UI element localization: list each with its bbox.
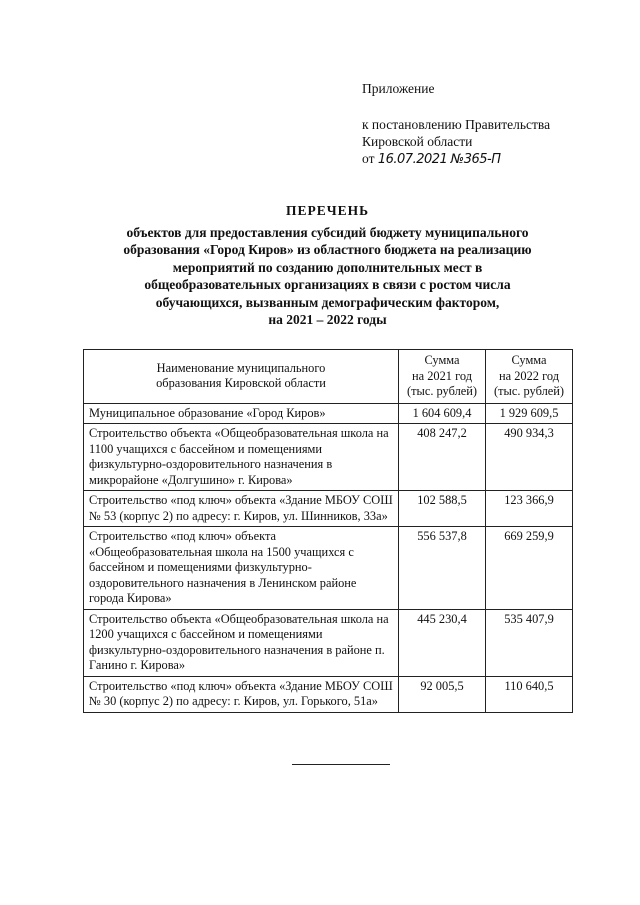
- row-name: Строительство «под ключ» объекта «Здание МБОУ СОШ № 53 (корпус 2) по адресу: г. Киров, ул. Шинников, 33а»: [84, 491, 399, 527]
- title-line: общеобразовательных организациях в связи с ростом числа: [144, 277, 511, 292]
- header-name-line: образования Кировской области: [156, 376, 326, 391]
- attachment-block-top: [362, 80, 434, 97]
- row-sum-2022: 123 366,9: [486, 491, 573, 527]
- table-row: [84, 527, 573, 610]
- header-sum-line: (тыс. рублей): [406, 384, 478, 398]
- table-row: [84, 403, 573, 424]
- row-name: Строительство объекта «Общеобразовательная школа на 1200 учащихся с бассейном и помещениями физкультурно-оздоровительного назначения в районе п. Ганино г. Кирова»: [84, 609, 399, 676]
- row-sum-2022: 1 929 609,5: [486, 403, 573, 424]
- date-prefix: от: [362, 151, 375, 166]
- title-heading: ПЕРЕЧЕНЬ: [285, 203, 370, 218]
- header-sum-line: на 2021 год: [411, 368, 473, 383]
- handwritten-number: №365-П: [450, 152, 501, 167]
- row-sum-2021: 445 230,4: [399, 609, 486, 676]
- attachment-block: [362, 116, 550, 168]
- title-line: образования «Город Киров» из областного бюджета на реализацию: [123, 242, 532, 257]
- title-line: на 2021 – 2022 годы: [268, 312, 387, 327]
- attachment-region: Кировской области: [362, 134, 473, 149]
- title-line: мероприятий по созданию дополнительных мест в: [172, 259, 483, 275]
- row-sum-2021: 92 005,5: [399, 676, 486, 712]
- header-sum-line: Сумма: [511, 353, 547, 367]
- row-sum-2021: 408 247,2: [399, 424, 486, 491]
- header-sum-2021: [399, 350, 486, 404]
- row-sum-2021: 556 537,8: [399, 527, 486, 610]
- header-sum-line: (тыс. рублей): [493, 384, 565, 398]
- row-name: Строительство объекта «Общеобразовательная школа на 1100 учащихся с бассейном и помещениями физкультурно-оздоровительного назначения в микрорайоне «Долгушино» г. Кирова»: [84, 424, 399, 491]
- row-sum-2021: 1 604 609,4: [399, 403, 486, 424]
- objects-table: [83, 349, 573, 713]
- header-sum-2022: [486, 350, 573, 404]
- table-row: [84, 609, 573, 676]
- row-name: Муниципальное образование «Город Киров»: [84, 403, 399, 424]
- row-name: Строительство «под ключ» объекта «Здание МБОУ СОШ № 30 (корпус 2) по адресу: г. Киров, ул. Горького, 51а»: [84, 676, 399, 712]
- row-sum-2021: 102 588,5: [399, 491, 486, 527]
- table-row: [84, 424, 573, 491]
- row-sum-2022: 535 407,9: [486, 609, 573, 676]
- closing-divider: [292, 764, 390, 765]
- document-title: [80, 202, 575, 329]
- header-sum-line: Сумма: [424, 353, 460, 367]
- title-line: обучающихся, вызванным демографическим фактором,: [155, 294, 500, 310]
- row-sum-2022: 490 934,3: [486, 424, 573, 491]
- row-sum-2022: 669 259,9: [486, 527, 573, 610]
- title-line: объектов для предоставления субсидий бюджету муниципального: [126, 224, 529, 240]
- attachment-date-line: [362, 150, 550, 168]
- header-name-line: Наименование муниципального: [156, 360, 326, 375]
- table-row: [84, 491, 573, 527]
- attachment-label: Приложение: [362, 81, 435, 96]
- table-header-row: [84, 350, 573, 404]
- attachment-decree: к постановлению Правительства: [362, 117, 551, 132]
- header-name: [84, 350, 399, 404]
- table-row: [84, 676, 573, 712]
- header-sum-line: на 2022 год: [498, 368, 560, 383]
- row-name: Строительство «под ключ» объекта «Общеобразовательная школа на 1500 учащихся с бассейном и помещениями физкультурно-оздоровительного назначения в Ленинском районе города Кирова»: [84, 527, 399, 610]
- handwritten-date: 16.07.2021: [377, 152, 448, 167]
- row-sum-2022: 110 640,5: [486, 676, 573, 712]
